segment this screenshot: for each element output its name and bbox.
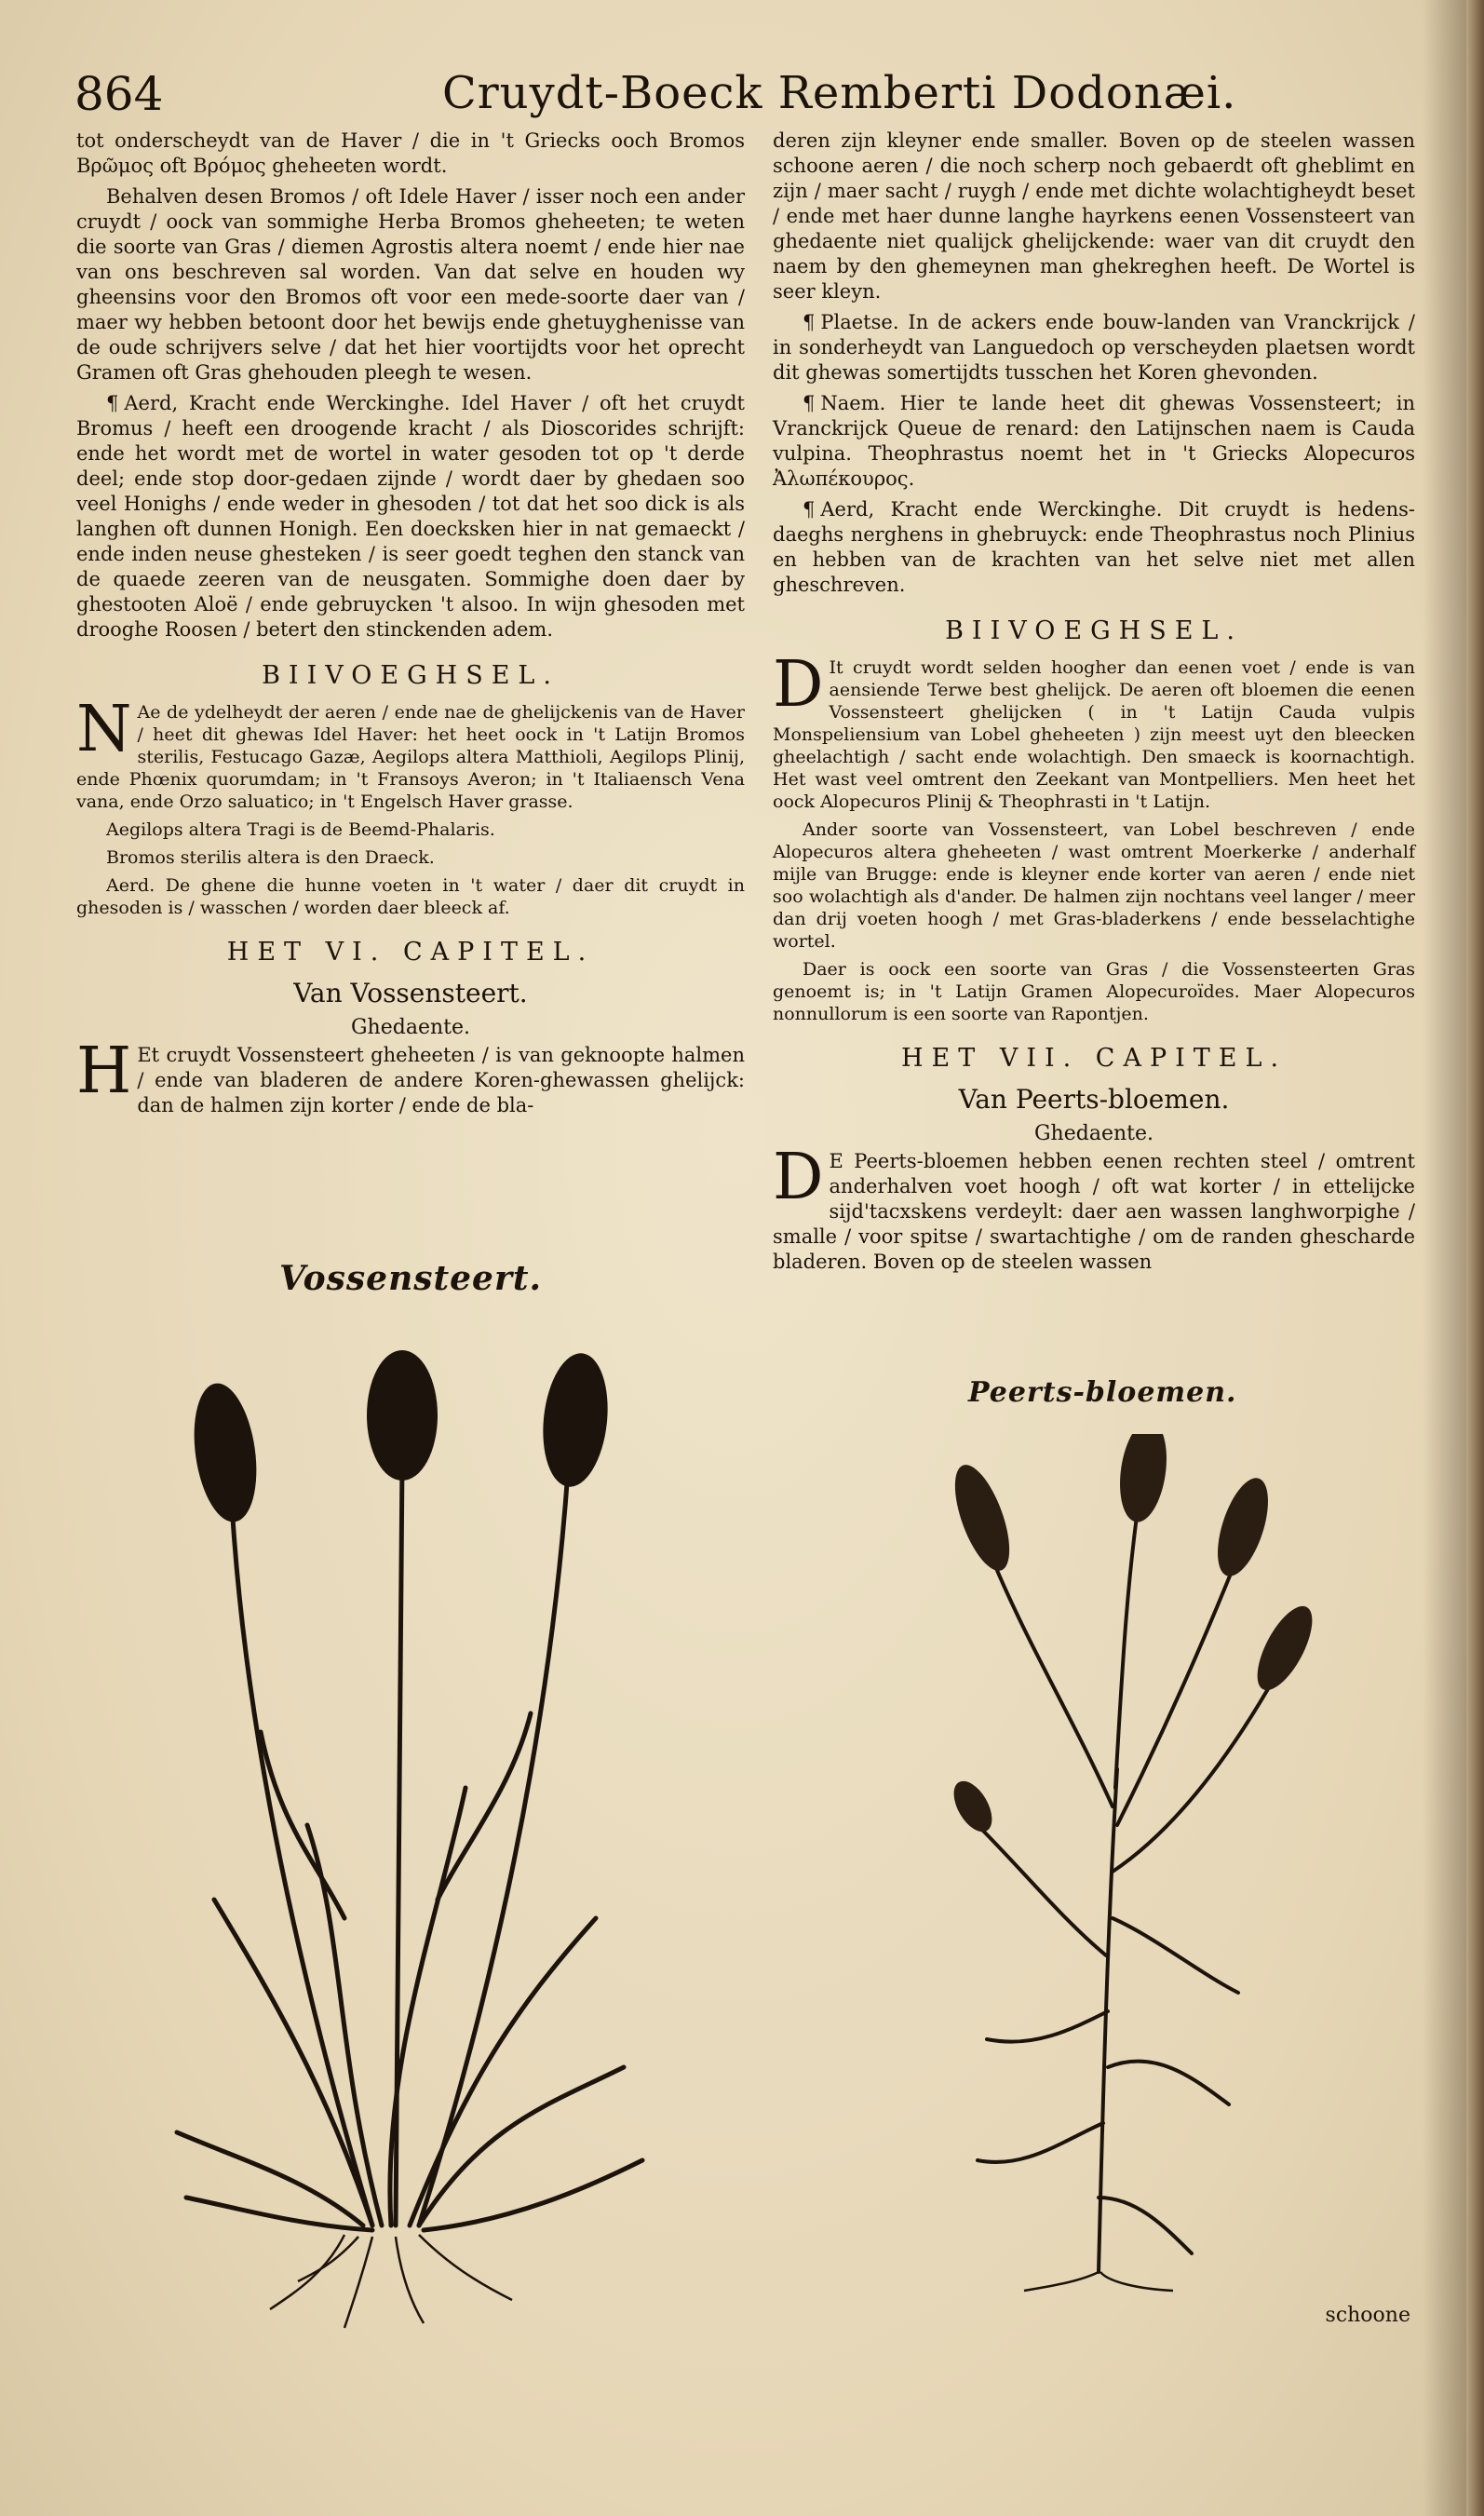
running-title: Cruydt-Boeck Remberti Dodonæi.: [442, 67, 1237, 119]
root: [419, 2235, 512, 2300]
text-paragraph: [773, 1141, 1415, 1275]
leaf: [177, 2132, 363, 2225]
flower-spike: [1207, 1472, 1278, 1582]
spike: [537, 1350, 614, 1490]
drop-capital: D: [773, 648, 824, 722]
leaf: [419, 2067, 624, 2225]
text-paragraph: Daer is oock een soorte van Gras / die Vossensteerten Gras genoemt is; in 't Latijn Gramen Alopecuroïdes. Maer Alopecuros nonnullorum is een soorte van Rapontjen.: [773, 959, 1415, 1024]
text-span: Plaetse. In de ackers ende bouw-landen van Vranckrijck / in sonderheydt van Languedoch op verscheyden plaetsen wordt dit ghewas somertijdts tusschen het Koren ghevonden.: [773, 311, 1415, 384]
flower-spike: [944, 1458, 1020, 1577]
chapter-heading: HET VII. CAPITEL.: [900, 1044, 1288, 1073]
text-span: Ae de ydelheydt der aeren / ende nae de ghelijckenis van de Haver / heet dit ghewas Idel Haver: het heet oock in 't Latijn Bromos sterilis, Festucago Gazæ, Aegilops altera Matthioli, Aegilops Plinij, ende Phœnix quorumdam; in 't Fransoys Averon; in 't Italiaensch Vena vana, ende Orzo saluatico; in 't Engelsch Haver grasse.: [76, 702, 745, 812]
root: [396, 2237, 424, 2323]
text-paragraph: deren zijn kleyner ende smaller. Boven op de steelen wassen schoone aeren / die noch scherp noch gebaerdt oft gheblimt en zijn / maer sacht / ruygh / ende met dichte wolachtigheydt beset / ende met haer dunne langhe hayrkens eenen Vossensteert van ghedaente niet qualijck ghelijckende: waer van dit cruydt den naem by den ghemeynen man ghekreghen heeft. De Wortel is seer kleyn.: [773, 129, 1415, 303]
leaf: [1099, 2198, 1192, 2253]
bijvoeghsel-heading: BIIVOEGHSEL.: [945, 616, 1243, 645]
drop-capital: H: [76, 1035, 132, 1108]
text-paragraph: [773, 391, 1415, 492]
spike: [367, 1350, 438, 1481]
drop-capital: D: [773, 1141, 824, 1214]
text-paragraph: Aerd. De ghene die hunne voeten in 't water / daer dit cruydt in ghesoden is / wasschen / worden daer bleeck af.: [76, 875, 745, 918]
text-paragraph: Behalven desen Bromos / oft Idele Haver / isser noch een ander cruydt / oock van sommighe Herba Bromos gheheeten; te weten die soorte van Gras / diemen Agrostis altera noemt / ende hier nae van ons beschreven sal worden. Van dat selve en houden wy gheensins voor den Bromos oft voor een mede-soorte daer van / maer wy hebben betoont door het bewijs ende ghetuyghenisse van de oude schrijvers selve / dat het hier voortijdts voor het oprecht Gramen oft Gras ghehouden pleegh te wesen.: [76, 185, 745, 384]
page-edge: [1466, 0, 1484, 2516]
section-subheading: Ghedaente.: [1033, 1122, 1153, 1145]
branch: [1113, 1676, 1275, 1872]
left-column: [76, 129, 745, 1124]
catchword: schoone: [1325, 2304, 1410, 2327]
leaf: [1108, 2062, 1229, 2104]
pilcrow-icon: ¶: [803, 392, 816, 414]
text-paragraph: [76, 391, 745, 643]
flower-spike: [946, 1775, 1000, 1838]
figure-caption: Vossensteert.: [279, 1259, 543, 1298]
spike: [186, 1379, 264, 1525]
chapter-title: Van Vossensteert.: [293, 978, 528, 1008]
text-span: Et cruydt Vossensteert gheheeten / is van geknoopte halmen / ende van bladeren de andere Koren-ghewassen ghelijck: dan de halmen zijn korter / ende de bla-: [137, 1044, 745, 1116]
flower-spike: [1247, 1598, 1323, 1698]
root: [1100, 2272, 1173, 2291]
pilcrow-icon: ¶: [106, 392, 119, 414]
leaf: [424, 2160, 642, 2230]
stem: [233, 1518, 372, 2225]
text-paragraph: [773, 648, 1415, 813]
page-header: [74, 67, 1406, 132]
text-span: E Peerts-bloemen hebben eenen rechten steel / omtrent anderhalven voet hoogh / oft wat korter / in ettelijcke sijd'tacxskens verdeylt: daer aen wassen langhworpighe / smalle / voor spitse / swartachtighe / om de randen ghescharde bladeren. Boven op de steelen wassen: [773, 1150, 1415, 1273]
text-span: Aerd, Kracht ende Werckinghe. Dit cruydt is hedens-daeghs nerghens in ghebruyck: ende Theophrastus noch Plinius en hebben van de krachten van het selve niet met allen gheschreven.: [773, 498, 1415, 596]
bijvoeghsel-heading: BIIVOEGHSEL.: [262, 661, 560, 690]
page-number: 864: [74, 67, 164, 121]
leaf: [410, 1918, 596, 2225]
page-gutter-shadow: [1423, 0, 1466, 2516]
foxtail-illustration: [158, 1341, 680, 2337]
root: [344, 2237, 372, 2328]
stem: [419, 1471, 568, 2225]
flower-spike: [1114, 1434, 1173, 1525]
text-paragraph: Ander soorte van Vossensteert, van Lobel beschreven / ende Alopecuros altera gheheeten / wast omtrent Moerkerke / anderhalf mijle van Brugge: ende is kleyner ende korter van aeren / ende niet soo wolachtigh als d'ander. De halmen zijn nochtans veel langer / meer dan drij voeten hoogh / met Gras-bladerkens / ende besselachtighe wortel.: [773, 819, 1415, 952]
right-column: [773, 129, 1415, 1280]
text-paragraph: Bromos sterilis altera is den Draeck.: [106, 847, 435, 868]
text-paragraph: Aegilops altera Tragi is de Beemd-Phalaris.: [106, 819, 495, 840]
leaf: [978, 2123, 1103, 2162]
branch: [1117, 1555, 1238, 1825]
branch: [978, 1825, 1106, 1955]
text-paragraph: [76, 1035, 745, 1118]
text-paragraph: [773, 497, 1415, 598]
text-paragraph: [773, 310, 1415, 386]
text-paragraph: [76, 693, 745, 813]
leaf: [1113, 1918, 1238, 1993]
root: [270, 2235, 344, 2309]
chapter-title: Van Peerts-bloemen.: [958, 1084, 1230, 1115]
peerts-bloemen-illustration: [922, 1434, 1341, 2300]
branch: [987, 1546, 1113, 1806]
text-span: It cruydt wordt selden hoogher dan eenen voet / ende is van aensiende Terwe best ghelijck. De aeren oft bloemen die eenen Vossensteert ghelijcken ( in 't Latijn Cauda vulpis Monspeliensium van Lobel gheheeten ) zijn meest uyt den bleecken gheelachtigh / sacht ende wolachtigh. Den smaeck is koornachtigh. Het wast veel omtrent den Zeekant van Montpelliers. Men heet het oock Alopecuros Plinij & Theophrasti in 't Latijn.: [773, 657, 1415, 812]
text-span: Aerd, Kracht ende Werckinghe. Idel Haver / oft het cruydt Bromus / heeft een droogende kracht / als Dioscorides schrijft: ende het wordt met de wortel in water gesoden tot op 't derde deel; ende stop door-gedaen zijnde / wordt daer by ghedaen soo veel Honighs / ende weder in ghesoden / tot dat het soo dick is als langhen oft dunnen Honigh. Een doecksken hier in nat gemaeckt / ende inden neuse ghesteken / is seer goedt teghen den stanck van de quaede zeeren van de neusgaten. Sommighe doen daer by ghestooten Aloë / ende gebruycken 't alsoo. In wijn ghesoden met drooghe Roosen / betert den stinckenden adem.: [76, 392, 745, 641]
pilcrow-icon: ¶: [803, 311, 816, 333]
root: [1024, 2272, 1099, 2291]
text-span: Naem. Hier te lande heet dit ghewas Vossensteert; in Vranckrijck Queue de renard: den Latijnschen naem is Cauda vulpina. Theophrastus noemt het in 't Griecks Alopecuros Ἀλωπέκουρος.: [773, 392, 1415, 490]
chapter-heading: HET VI. CAPITEL.: [226, 938, 595, 967]
figure-caption: Peerts-bloemen.: [968, 1376, 1237, 1409]
text-paragraph: tot onderscheydt van de Haver / die in 't Griecks ooch Bromos Βρῶμος oft Βρόμος gheheeten wordt.: [76, 129, 745, 177]
branch: [1115, 1490, 1140, 1788]
leaf: [987, 2011, 1108, 2042]
pilcrow-icon: ¶: [803, 498, 816, 521]
leaf: [438, 1713, 531, 1900]
drop-capital: N: [76, 693, 132, 766]
section-subheading: Ghedaente.: [350, 1016, 470, 1039]
leaf: [390, 1788, 465, 2225]
